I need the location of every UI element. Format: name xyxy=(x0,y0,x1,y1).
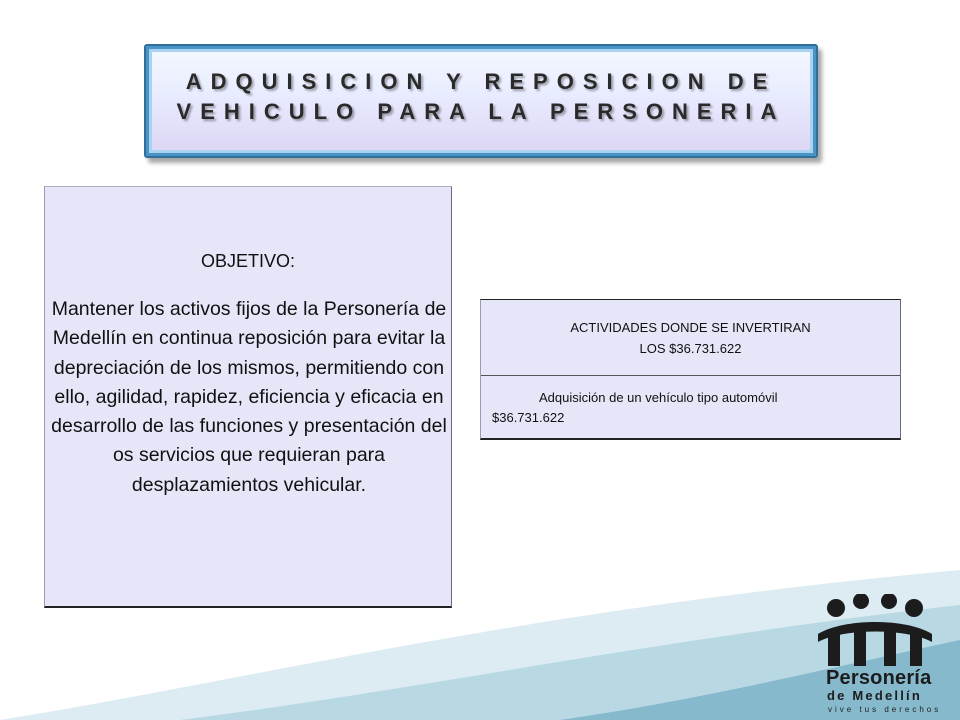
logo-body-4 xyxy=(910,632,922,666)
logo-head-1 xyxy=(827,599,845,617)
activities-header-line-2: LOS $36.731.622 xyxy=(639,341,742,356)
logo-tagline: vive tus derechos xyxy=(828,705,942,714)
logo-body-1 xyxy=(828,632,840,666)
logo-name: Personería xyxy=(826,667,932,689)
activity-item-description: Adquisición de un vehículo tipo automóvil xyxy=(539,390,778,405)
activities-header xyxy=(481,300,900,376)
objective-text: Mantener los activos fijos de la Personería de Medellín en continua reposición para evitar la depreciación de los mismos, permitiendo con ello, agilidad, rapidez, eficiencia y eficacia en desarrollo de las funciones y presentación del os servicios que requieran para desplazamientos vehicular. xyxy=(51,298,447,496)
title-line-2: VEHICULO PARA LA PERSONERIA xyxy=(176,99,786,124)
objective-heading: OBJETIVO: xyxy=(200,251,296,271)
title-line-1: ADQUISICION Y REPOSICION DE xyxy=(185,69,777,94)
activities-table xyxy=(480,299,901,440)
logo-head-4 xyxy=(905,599,923,617)
logo-body-3 xyxy=(884,626,896,666)
logo-subtitle: de Medellín xyxy=(827,688,922,703)
logo-head-2 xyxy=(853,594,869,609)
logo-body-2 xyxy=(854,626,866,666)
activity-item-amount: $36.731.622 xyxy=(492,410,565,425)
activities-header-line-1: ACTIVIDADES DONDE SE INVERTIRAN xyxy=(570,320,811,335)
title-banner xyxy=(144,44,818,158)
logo-head-3 xyxy=(881,594,897,609)
objective-box xyxy=(44,186,452,608)
